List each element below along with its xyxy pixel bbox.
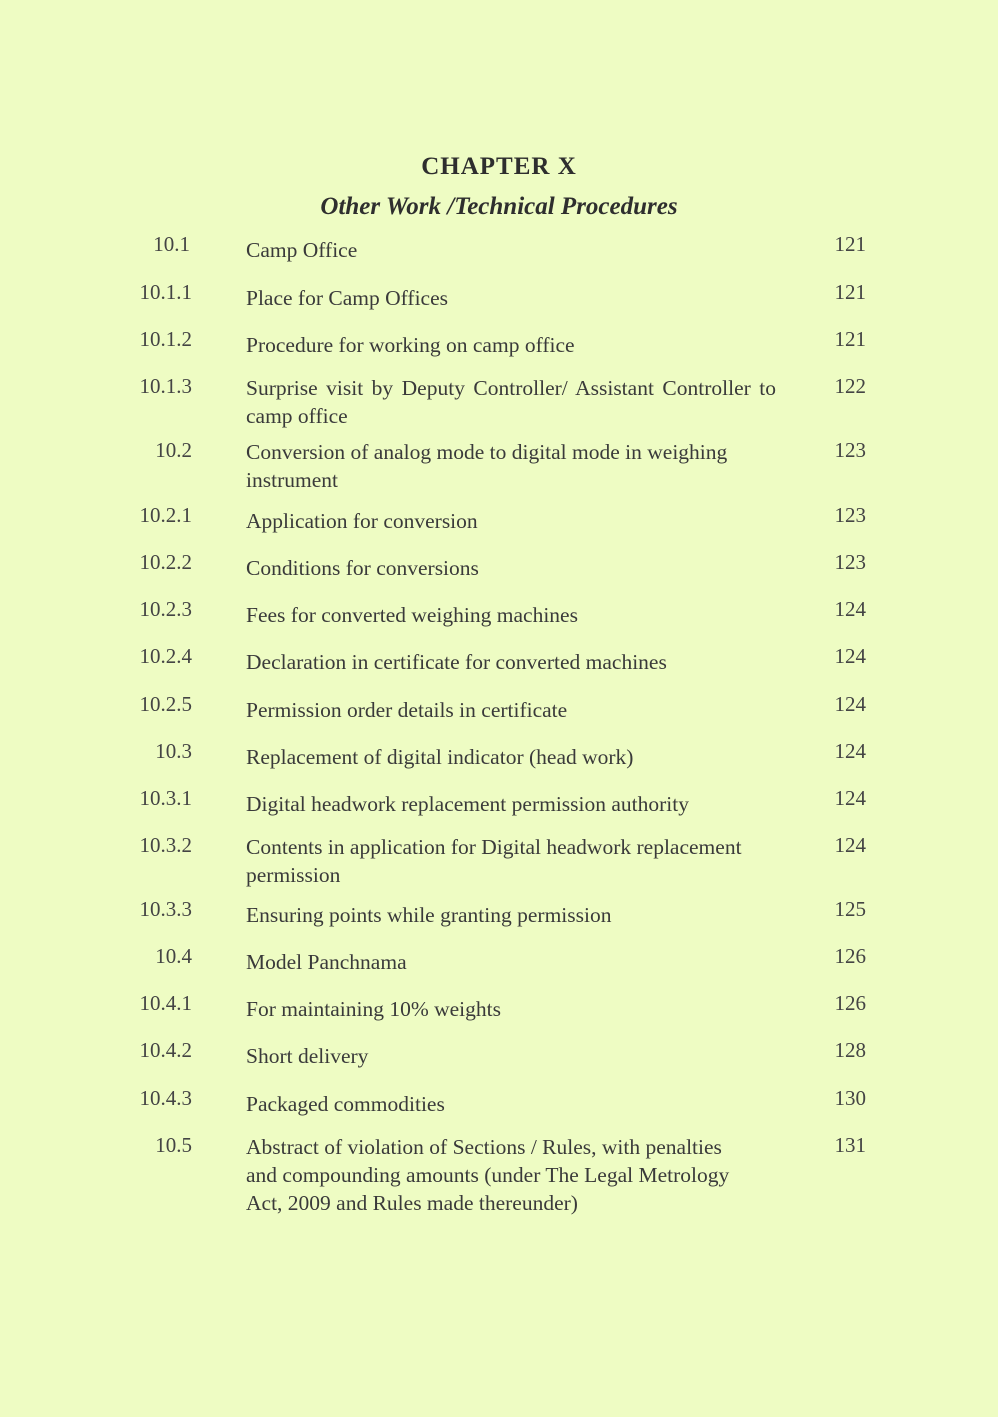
section-number: 10.2.3: [139, 597, 192, 621]
page-number: 121: [834, 327, 866, 351]
page-number: 124: [834, 644, 866, 668]
section-number: 10.3.3: [139, 897, 192, 921]
section-number: 10.5: [155, 1133, 192, 1157]
page-number: 124: [834, 692, 866, 716]
page-number: 124: [834, 597, 866, 621]
section-title: Ensuring points while granting permission: [246, 903, 612, 927]
section-number: 10.4.1: [139, 991, 192, 1015]
section-number: 10.4.2: [139, 1038, 192, 1062]
section-number: 10.2.2: [139, 550, 192, 574]
section-title: Model Panchnama: [246, 950, 407, 974]
section-number: 10.1.3: [139, 374, 192, 398]
page-number: 121: [834, 232, 866, 256]
section-number: 10.4: [155, 944, 192, 968]
section-title: Permission order details in certificate: [246, 698, 568, 722]
page-number: 126: [834, 991, 866, 1015]
page-number: 128: [834, 1038, 866, 1062]
section-title: Procedure for working on camp office: [246, 333, 575, 357]
section-title: Digital headwork replacement permission authority: [246, 792, 690, 816]
section-title: Conditions for conversions: [246, 556, 479, 580]
page-number: 124: [834, 786, 866, 810]
page-number: 130: [834, 1086, 866, 1110]
section-title: Contents in application for Digital headwork replacement permission: [246, 835, 742, 887]
section-number: 10.2.5: [139, 692, 192, 716]
section-number: 10.3.1: [139, 786, 192, 810]
section-number: 10.1: [153, 232, 190, 256]
section-title: Short delivery: [246, 1044, 369, 1068]
section-number: 10.1.1: [139, 280, 192, 304]
section-number: 10.3.2: [139, 833, 192, 857]
section-title: Replacement of digital indicator (head work): [246, 745, 634, 769]
page-number: 131: [834, 1133, 866, 1157]
section-number: 10.3: [155, 739, 192, 763]
section-number: 10.4.3: [139, 1086, 192, 1110]
section-number: 10.1.2: [139, 327, 192, 351]
page-number: 123: [834, 503, 866, 527]
section-number: 10.2: [155, 438, 192, 462]
page-number: 126: [834, 944, 866, 968]
section-number: 10.2.4: [139, 644, 192, 668]
section-title: Application for conversion: [246, 509, 478, 533]
section-title: Declaration in certificate for converted machines: [246, 650, 667, 674]
page-number: 122: [834, 374, 866, 398]
section-title: Conversion of analog mode to digital mode in weighing instrument: [246, 440, 728, 492]
page-number: 123: [834, 550, 866, 574]
section-title: Fees for converted weighing machines: [246, 603, 578, 627]
section-number: 10.2.1: [139, 503, 192, 527]
page-number: 121: [834, 280, 866, 304]
page-number: 125: [834, 897, 866, 921]
section-title: Camp Office: [246, 238, 358, 262]
section-title: Packaged commodities: [246, 1092, 445, 1116]
chapter-title: CHAPTER X: [421, 153, 577, 180]
chapter-subtitle: Other Work /Technical Procedures: [320, 193, 678, 220]
section-title: Abstract of violation of Sections / Rules, with penalties and compounding amounts (under The Legal Metrology Act, 2009 and Rules made thereunder): [246, 1135, 730, 1215]
page-number: 124: [834, 833, 866, 857]
section-title: Surprise visit by Deputy Controller/ Assistant Controller to camp office: [246, 376, 776, 428]
section-title: Place for Camp Offices: [246, 286, 448, 310]
section-title: For maintaining 10% weights: [246, 997, 501, 1021]
page-number: 124: [834, 739, 866, 763]
page-number: 123: [834, 438, 866, 462]
